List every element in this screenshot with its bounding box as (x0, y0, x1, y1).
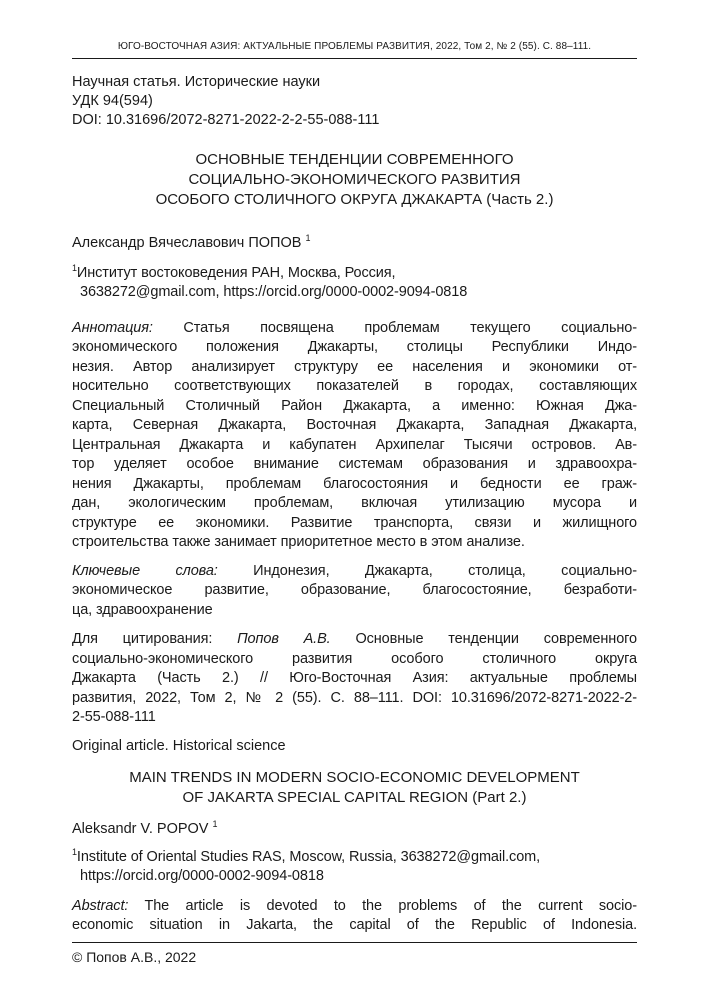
text-line: незия. Автор анализирует структуру ее населения и экономики от- (72, 358, 637, 375)
citation-ru (72, 630, 637, 728)
text-line: социально-экономического развития особого столичного округа (72, 650, 637, 667)
article-meta-ru (72, 73, 637, 130)
text-line: носительно соответствующих показателей в городах, составляющих (72, 378, 637, 394)
text-line: структуре ее экономики. Развитие транспорта, связи и жилищного (72, 514, 637, 531)
abstract-ru (72, 319, 637, 553)
text-line: тор уделяет особое внимание системам образования и здравоохра- (72, 456, 637, 472)
article-type-ru: Научная статья. Исторические науки (72, 74, 321, 90)
article-type-en: Original article. Historical science (72, 737, 286, 754)
author-affiliation-marker-ru: 1 (305, 233, 311, 244)
copyright-text: © Попов А.В., 2022 (72, 949, 197, 965)
abstract-ru-first-line: Аннотация: Статья посвящена проблемам текущего социально- (72, 319, 638, 336)
affiliation-en (72, 848, 637, 887)
author-name-en: Aleksandr V. POPOV (72, 821, 209, 837)
text-line: строительства также занимает приоритетное место в этом анализе. (72, 534, 525, 550)
text-line: дан, экологическим проблемам, включая утилизацию мусора и (72, 495, 637, 511)
text-line: economic situation in Jakarta, the capital of the Republic of Indonesia. (72, 917, 637, 933)
affiliation-marker-ru: 1 (72, 262, 77, 273)
text-line: экономического положения Джакарты, столицы Республики Индо- (72, 339, 637, 355)
article-title-en (72, 768, 637, 808)
affiliation-ru-line2: 3638272@gmail.com, https://orcid.org/0000-0002-9094-0818 (80, 284, 468, 300)
keywords-ru-label: Ключевые слова: (72, 562, 218, 579)
text-line: нения Джакарты, проблемам благосостояния и бедности ее граж- (72, 475, 637, 492)
affiliation-ru-line1: $^1$Институт востоковедения РАН, Москва, Россия, (72, 262, 396, 281)
page-footer (72, 942, 637, 1007)
text-line: ОСНОВНЫЕ ТЕНДЕНЦИИ СОВРЕМЕННОГО (195, 151, 514, 168)
footer-rule (72, 942, 637, 943)
author-name-ru: Александр Вячеславович ПОПОВ (72, 235, 302, 251)
citation-author-italic: Попов А.В. (237, 631, 331, 647)
abstract-en-first-line: Abstract: The article is devoted to the problems of the current socio- (72, 897, 637, 914)
keywords-ru (72, 562, 637, 621)
author-en (72, 820, 637, 840)
text-line: MAIN TRENDS IN MODERN SOCIO-ECONOMIC DEVELOPMENT (129, 769, 580, 786)
affiliation-marker-en: 1 (72, 846, 77, 857)
text-line: СОЦИАЛЬНО-ЭКОНОМИЧЕСКОГО РАЗВИТИЯ (188, 171, 521, 188)
citation-label: Для цитирования: (72, 631, 213, 647)
affiliation-en-line1: $^1$Institute of Oriental Studies RAS, Moscow, Russia, 3638272@gmail.com, (72, 846, 541, 865)
abstract-ru-label: Аннотация: (72, 319, 153, 336)
citation-ru-first-line: Для цитирования: Попов А.В. Основные тенденции современного (72, 631, 637, 647)
abstract-en (72, 897, 637, 936)
abstract-en-label: Abstract: (72, 897, 129, 914)
affiliation-ru (72, 264, 637, 303)
keywords-ru-first-line: Ключевые слова: Индонезия, Джакарта, столица, социально- (72, 562, 637, 579)
text-line: OF JAKARTA SPECIAL CAPITAL REGION (Part 2.) (182, 789, 527, 806)
text-line: ца, здравоохранение (72, 601, 213, 618)
text-line: Специальный Столичный Район Джакарта, а именно: Южная Джа- (72, 397, 637, 414)
article-title-ru (72, 150, 637, 210)
text-line: карта, Северная Джакарта, Восточная Джакарта, Западная Джакарта, (72, 417, 637, 433)
text-line: экономическое развитие, образование, благосостояние, безработи- (72, 582, 637, 598)
author-affiliation-marker-en: 1 (212, 819, 218, 830)
text-line: Центральная Джакарта и кабупатен Архипелаг Тысячи островов. Ав- (72, 436, 637, 453)
text-line: 2-55-088-111 (72, 709, 156, 725)
journal-header: ЮГО-ВОСТОЧНАЯ АЗИЯ: АКТУАЛЬНЫЕ ПРОБЛЕМЫ РАЗВИТИЯ, 2022, Том 2, № 2 (55). С. 88–111. (117, 41, 592, 52)
header-rule (72, 58, 637, 59)
text-line: ОСОБОГО СТОЛИЧНОГО ОКРУГА ДЖАКАРТА (Часть 2.) (155, 191, 554, 208)
text-line: развития, 2022, Том 2, № 2 (55). С. 88–111. DOI: 10.31696/2072-8271-2022-2- (72, 689, 637, 706)
affiliation-en-line2: https://orcid.org/0000-0002-9094-0818 (80, 868, 324, 884)
doi-number: DOI: 10.31696/2072-8271-2022-2-2-55-088-111 (72, 112, 380, 128)
udc-number: УДК 94(594) (72, 93, 153, 109)
author-ru (72, 234, 637, 254)
text-line: Джакарта (Часть 2.) // Юго-Восточная Азия: актуальные проблемы (72, 670, 637, 686)
